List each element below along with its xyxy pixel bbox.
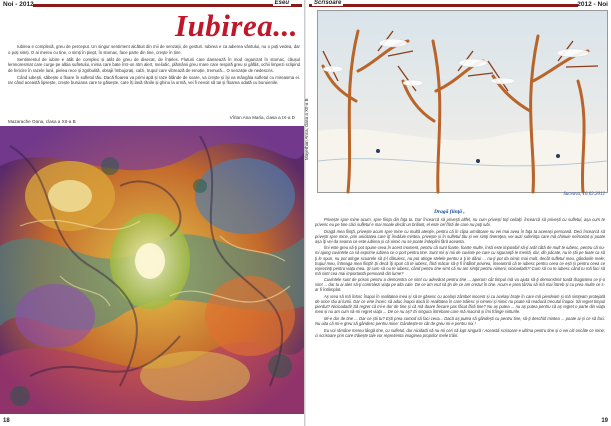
right-header-title: 2012 - Noi	[577, 1, 608, 8]
left-header-title: Noi - 2012	[3, 1, 34, 8]
intro-paragraph: Iubirea e complexă, greu de perceput. Un singur sentiment alcătuit din mii de senzații, de gesturi. Iubirea e ca adierea vântului, nu o poți vedea, dar o poți simți. O ai mereu cu tine, o simți în piept, în stomac, face parte din tine, crește în tine.	[8, 44, 300, 55]
letter-place-date: Suceava, 16.02.2012	[563, 192, 605, 197]
vertical-credit: Mayerhan Anca, clasa a XII-a B	[304, 98, 309, 160]
page-number-left: 18	[3, 418, 10, 424]
letter-paragraph: Cuvintele sunt de prisos pentru a demonstra ce simt cu adevărat pentru tine ... aperam cât timpul mă va ajuta să-ţi demonstrez toată dragostea ce ţi-o simt ... dar tu ai ales să-ţi controlezi viaţa pe alta cale. De ce am vrut să ţin de ce am crezut în tine. Acum e prea târziu să mă mai întreb și cu prea multe ce s-ar fi întâmplat.	[315, 277, 605, 293]
intro-text	[8, 44, 300, 87]
intro-paragraph: Sentimentul de iubire e atât de complex și atât de greu de disecat, de înțeles. Fluturii care dansează în mod organizat în stomac, căușul lemnoresmat care curge pe albia sufletului, inima care bate într-un ritm alert, melodic, plămânii greu mare care respiră greu și gâfâit, ochii limpezi sclipind de fericire în razele lunii, pielea rece și zgribulită, obrajii îmbujorați, calzi, trupul care vibrează de emoție, tremură... O senzație de nedescris.	[8, 56, 300, 73]
author-credit-right: Vîrlan Ana Maria, clasa a IX-a D	[229, 115, 295, 120]
letter-paragraph: Privește spre mine acum, spre fiinţa din faţa ta. Dar încearcă să privești altfel, nu cum privești toţi ceilalţi. Încearcă să privești cu sufletul, aşa cum te privesc eu pe tine căci sufletul e mai moale decât un briliant, el este cel fără de care nu poţi iubi.	[315, 217, 605, 228]
letter-text	[315, 217, 605, 339]
winter-painting	[317, 10, 608, 193]
abstract-painting	[0, 126, 305, 414]
left-page	[0, 0, 305, 426]
letter-paragraph: Îmi este greu să-ţi pot spune ceva în acest moment, pentru că sunt foarte, foarte multe, însă este imposibil să-ţi arăt câtă de mult te iubesc, pentru că nu-mi ajung cuvintele ca să exprime iubirea ce o port pentru tine. Sunt mii și mii de cuvinte pe care cu siguranţă le merită, dar, din păcate, nu le știi pe toate ca să ţi le spun, nu pot atinge scoarele să ţi-l dăruiesc, nu pot atinge stelele pentru a ţi le dărui ... nu-ţi pot da nimic mai mult, decât sufletul meu, gândurile mele, trupul meu, întreaga mea fiinţă! Și decă îţi spun că te iubesc, fără măcar să-ţi fi întâlnit privirea, înseamnă că te iubesc pentru ceea ce ești și pentru ceea ce reprezinţi pentru viaţa mea. Și cum să nu te iubesc, când pentru tine simt că nu am simţit pentru nimeni, nicioadată?! Cum să nu te iubesc când tu mă faci să mă simt cea mai importantă persoană din lume?	[315, 245, 605, 276]
page-number-right: 19	[601, 418, 608, 424]
letter-paragraph: Mi-e dor de tine ... Dar ce știi tu? Ești prea comod să faci ceva... Dacă aș putea să gândești cu pentru tine, să-ţi deschid mintea ... poate ai și ce să faci. Nu uita că mi-e greu să gândesc pentru mine: Gândește-te căt de greu mi-e pentru noi !	[315, 315, 605, 326]
section-tag: Eseu	[274, 0, 289, 6]
intro-paragraph: Când iubești, săbește o floare în sufletul tău. Dacă floarea va primi apă și raze blânde de soare, va crește și își va mângâia sufletul cu mireasma ei. Iar când această lipsește, crește buruiana care te găsește, care îți lasă rănile și ghinu la urmă, vei fi nevoit să tai și floarea odată cu buruienile.	[8, 74, 300, 86]
author-credit-left: Mazarache Oana, clasa a XII-a B	[8, 119, 76, 124]
letter-paragraph: Dragă mea fiinţă, privește acum spre mine cu multă atenţie, pentru că în clipa următoare nu vei mai avea în faţa ta aceeași persoană. Deci încearcă să privești spre mine, prin unicitatea care îţi învăluie mintea, privește și în sufletul tău și vei simţi tinereţea, vei auzi suferinţa care mă chinuie neîncetat și poate așa îţi vei da seama ce este iubirea și că nimic nu se poate îndeplini fără aceasta.	[315, 228, 605, 244]
letter-paragraph: Eu voi rămâne mereu lângă tine, cu sufletul, dar nicidată să nu-mi ceri să lupt singură ! Această scrisoare e ultima pentru tine și o vei citi oricâte ce mine, ci scrisoare prin care trăiește tale vor reprezenta imaginea proprilor mele trăiri.	[315, 327, 605, 338]
right-page	[306, 0, 611, 426]
page-title: Iubirea...	[175, 8, 298, 43]
letter-paragraph: Aș vrea să mă întorc înapoi în realitatea mea și să te găsesc cu acelaşi zâmbet inocent și cu acelaşi braţe în care mă pierdeam și mă simţeam protejată de orice rău al lumii. Dar ce vine încerc să aduc înapoi dacă în realitatea în care trăiesc și nimeni și nimic nu poate să readucă trecutul înapoi. Să regret timpul pierdut? Nicioadată! Să regret că mi-e dor de tine și că mă doare fiecare pas făcut fără tine? Nu aș putea ... nu aș putea pentru că aș regret o parte din viaţa mea și nu am cum să-mi regret viaţa ... De ce nu aș? Ei singura întrebare care mă macină și îmi frânge sinturile.	[315, 294, 605, 315]
right-page-header	[306, 0, 611, 9]
letter-salutation: Dragă fiinţă ,	[434, 209, 465, 215]
section-tag-right: Scrisoare	[314, 0, 342, 6]
